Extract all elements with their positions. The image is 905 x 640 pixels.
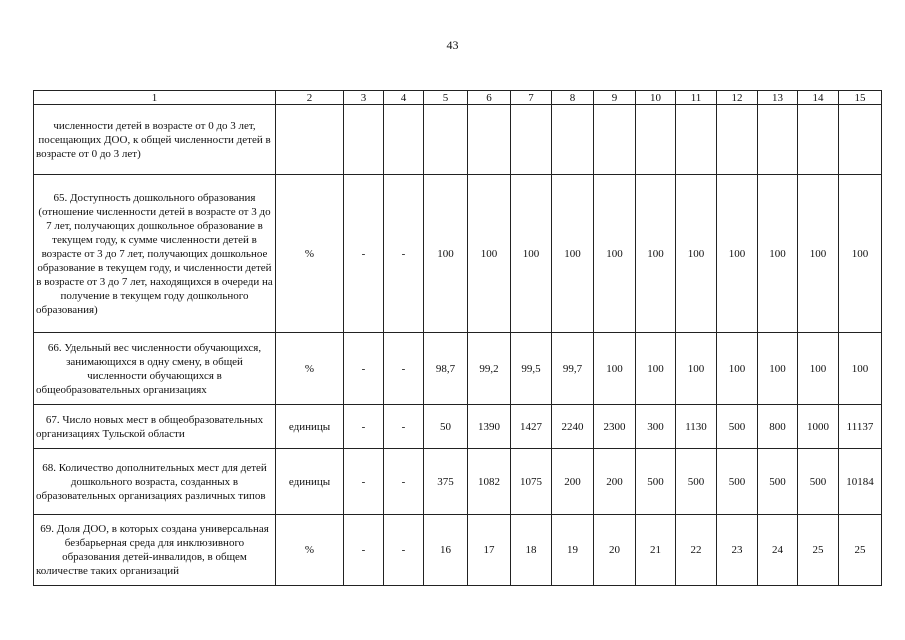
value-cell: 100 bbox=[511, 175, 552, 333]
value-cell: 99,5 bbox=[511, 333, 552, 405]
header-row bbox=[34, 91, 882, 105]
indicator-description: 69. Доля ДОО, в которых создана универсальная безбарьерная среда для инклюзивного образования детей-инвалидов, в общем количестве таких организаций bbox=[34, 515, 276, 586]
value-cell: 100 bbox=[839, 175, 882, 333]
value-cell: 10184 bbox=[839, 449, 882, 515]
column-header: 6 bbox=[468, 91, 511, 105]
value-cell bbox=[839, 105, 882, 175]
value-cell: 22 bbox=[676, 515, 717, 586]
value-cell: 300 bbox=[636, 405, 676, 449]
column-header: 8 bbox=[552, 91, 594, 105]
value-cell: 17 bbox=[468, 515, 511, 586]
column-header: 12 bbox=[717, 91, 758, 105]
indicator-description: численности детей в возрасте от 0 до 3 лет, посещающих ДОО, к общей численности детей в возрасте от 0 до 3 лет) bbox=[34, 105, 276, 175]
column-header: 5 bbox=[424, 91, 468, 105]
column-header: 7 bbox=[511, 91, 552, 105]
value-cell: 25 bbox=[798, 515, 839, 586]
value-cell: - bbox=[344, 175, 384, 333]
value-cell: 200 bbox=[552, 449, 594, 515]
value-cell: 18 bbox=[511, 515, 552, 586]
value-cell: - bbox=[344, 515, 384, 586]
value-cell: - bbox=[344, 405, 384, 449]
value-cell: 375 bbox=[424, 449, 468, 515]
value-cell: 23 bbox=[717, 515, 758, 586]
value-cell bbox=[717, 105, 758, 175]
value-cell: 500 bbox=[717, 405, 758, 449]
value-cell: 100 bbox=[636, 333, 676, 405]
value-cell: 98,7 bbox=[424, 333, 468, 405]
value-cell: 100 bbox=[798, 333, 839, 405]
value-cell: - bbox=[384, 333, 424, 405]
value-cell: 1082 bbox=[468, 449, 511, 515]
value-cell: 100 bbox=[676, 175, 717, 333]
value-cell: 500 bbox=[758, 449, 798, 515]
value-cell: 2300 bbox=[594, 405, 636, 449]
table-row bbox=[34, 175, 882, 333]
value-cell: 100 bbox=[717, 175, 758, 333]
value-cell: 200 bbox=[594, 449, 636, 515]
value-cell: 1075 bbox=[511, 449, 552, 515]
value-cell: 100 bbox=[839, 333, 882, 405]
value-cell: 1000 bbox=[798, 405, 839, 449]
value-cell: 100 bbox=[424, 175, 468, 333]
value-cell: 500 bbox=[798, 449, 839, 515]
column-header: 3 bbox=[344, 91, 384, 105]
value-cell: 19 bbox=[552, 515, 594, 586]
value-cell: 2240 bbox=[552, 405, 594, 449]
value-cell: 500 bbox=[676, 449, 717, 515]
table-row bbox=[34, 333, 882, 405]
column-header: 11 bbox=[676, 91, 717, 105]
unit-cell: % bbox=[276, 333, 344, 405]
value-cell: 50 bbox=[424, 405, 468, 449]
unit-cell: единицы bbox=[276, 449, 344, 515]
value-cell: 800 bbox=[758, 405, 798, 449]
value-cell bbox=[798, 105, 839, 175]
table-row bbox=[34, 105, 882, 175]
value-cell: 99,7 bbox=[552, 333, 594, 405]
unit-cell: % bbox=[276, 515, 344, 586]
indicator-description: 67. Число новых мест в общеобразовательных организациях Тульской области bbox=[34, 405, 276, 449]
table-row bbox=[34, 449, 882, 515]
column-header: 10 bbox=[636, 91, 676, 105]
value-cell: 100 bbox=[676, 333, 717, 405]
value-cell: - bbox=[384, 449, 424, 515]
indicators-table bbox=[33, 90, 882, 586]
value-cell: 1390 bbox=[468, 405, 511, 449]
table-row bbox=[34, 515, 882, 586]
column-header: 13 bbox=[758, 91, 798, 105]
unit-cell: единицы bbox=[276, 405, 344, 449]
value-cell: 500 bbox=[717, 449, 758, 515]
value-cell: 25 bbox=[839, 515, 882, 586]
value-cell: 20 bbox=[594, 515, 636, 586]
unit-cell bbox=[276, 105, 344, 175]
value-cell: - bbox=[384, 175, 424, 333]
value-cell: 100 bbox=[717, 333, 758, 405]
value-cell: 1130 bbox=[676, 405, 717, 449]
table-row bbox=[34, 405, 882, 449]
column-header: 4 bbox=[384, 91, 424, 105]
column-header: 14 bbox=[798, 91, 839, 105]
value-cell: - bbox=[384, 515, 424, 586]
value-cell: - bbox=[384, 405, 424, 449]
page-number: 43 bbox=[446, 38, 459, 52]
value-cell: 100 bbox=[468, 175, 511, 333]
value-cell: 100 bbox=[798, 175, 839, 333]
value-cell: - bbox=[344, 449, 384, 515]
value-cell: 500 bbox=[636, 449, 676, 515]
value-cell: 16 bbox=[424, 515, 468, 586]
value-cell bbox=[636, 105, 676, 175]
column-header: 15 bbox=[839, 91, 882, 105]
value-cell: 100 bbox=[552, 175, 594, 333]
value-cell: - bbox=[344, 333, 384, 405]
value-cell: 100 bbox=[594, 175, 636, 333]
value-cell: 100 bbox=[758, 333, 798, 405]
value-cell bbox=[511, 105, 552, 175]
column-header: 1 bbox=[34, 91, 276, 105]
value-cell: 100 bbox=[594, 333, 636, 405]
indicator-description: 65. Доступность дошкольного образования (отношение численности детей в возрасте от 3 до 7 лет, получающих дошкольное образование в текущем году, к сумме численности детей в возрасте от 3 до 7 лет, получающих дошкольное образование в текущем году, и численности детей в возрасте от 3 до 7 лет, находящихся в очереди на получение в текущем году дошкольного образования) bbox=[34, 175, 276, 333]
indicator-description: 68. Количество дополнительных мест для детей дошкольного возраста, созданных в образовательных организациях различных типов bbox=[34, 449, 276, 515]
indicator-description: 66. Удельный вес численности обучающихся, занимающихся в одну смену, в общей численности обучающихся в общеобразовательных организациях bbox=[34, 333, 276, 405]
column-header: 2 bbox=[276, 91, 344, 105]
value-cell: 11137 bbox=[839, 405, 882, 449]
value-cell: 100 bbox=[636, 175, 676, 333]
value-cell bbox=[384, 105, 424, 175]
value-cell: 24 bbox=[758, 515, 798, 586]
value-cell bbox=[344, 105, 384, 175]
unit-cell: % bbox=[276, 175, 344, 333]
value-cell: 99,2 bbox=[468, 333, 511, 405]
value-cell bbox=[594, 105, 636, 175]
value-cell bbox=[468, 105, 511, 175]
column-header: 9 bbox=[594, 91, 636, 105]
value-cell: 100 bbox=[758, 175, 798, 333]
value-cell bbox=[424, 105, 468, 175]
value-cell bbox=[676, 105, 717, 175]
value-cell: 21 bbox=[636, 515, 676, 586]
value-cell: 1427 bbox=[511, 405, 552, 449]
value-cell bbox=[758, 105, 798, 175]
value-cell bbox=[552, 105, 594, 175]
